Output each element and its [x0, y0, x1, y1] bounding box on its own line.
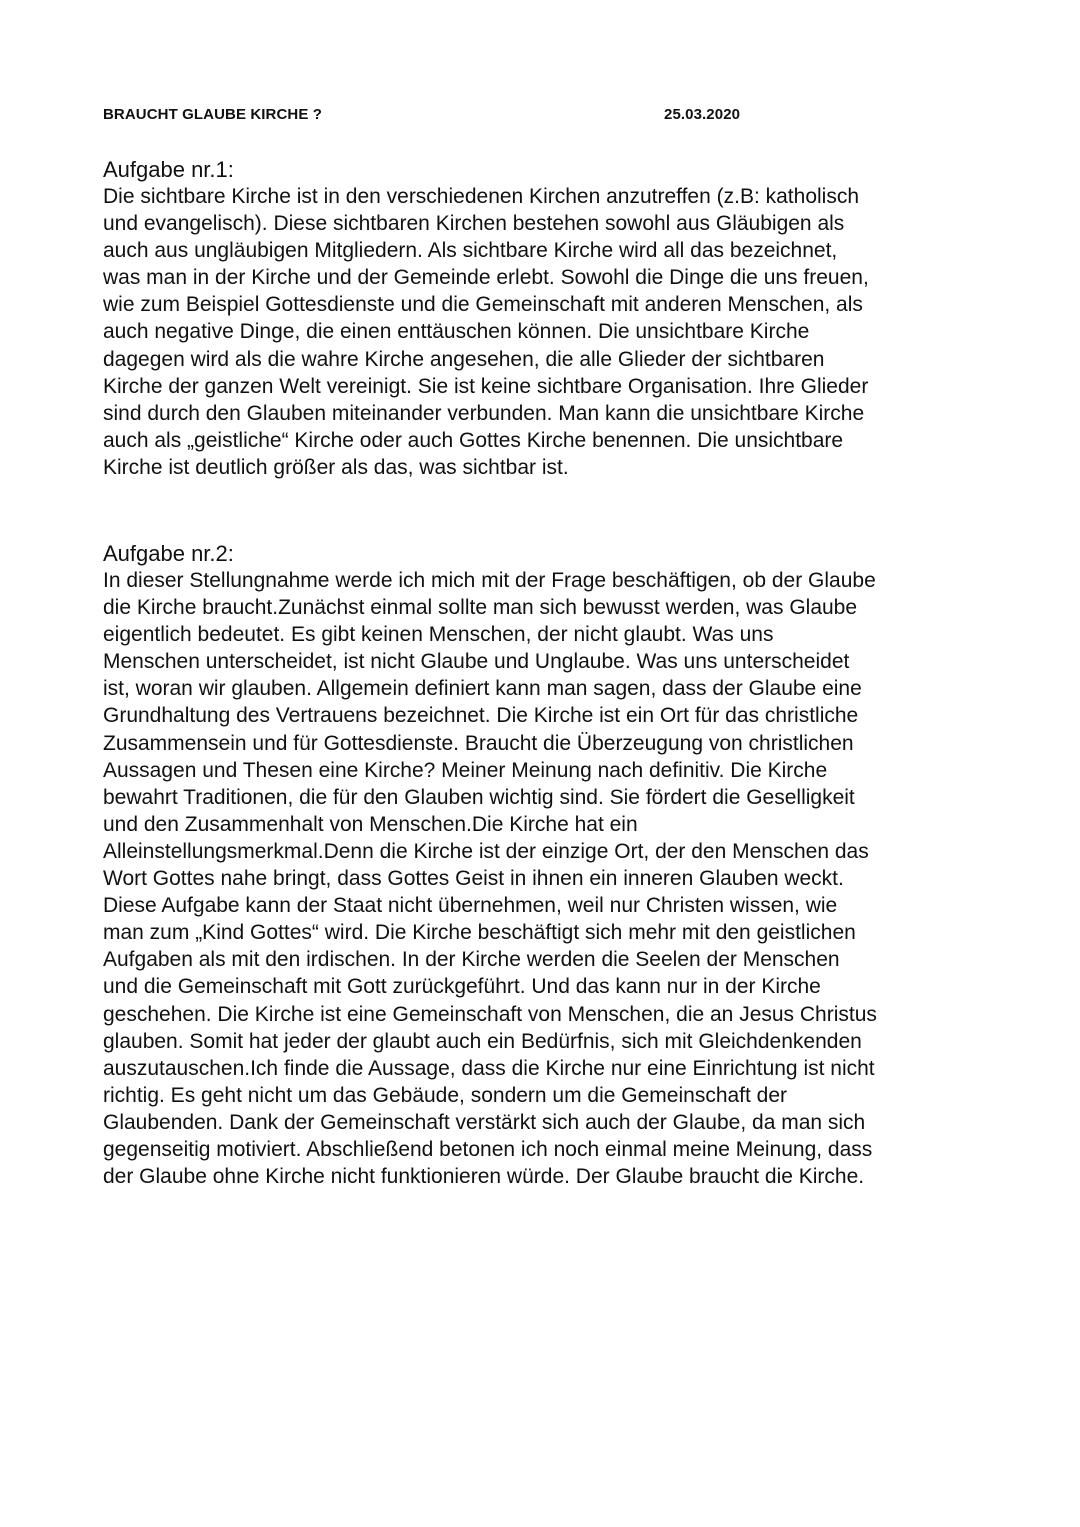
- text-line: auszutauschen.Ich finde die Aussage, dass die Kirche nur eine Einrichtung ist nicht: [103, 1056, 875, 1080]
- section-body: [103, 183, 983, 481]
- text-line: dagegen wird als die wahre Kirche angesehen, die alle Glieder der sichtbaren: [103, 347, 825, 371]
- text-line: Wort Gottes nahe bringt, dass Gottes Geist in ihnen ein inneren Glauben weckt.: [103, 867, 844, 891]
- text-line: auch aus ungläubigen Mitgliedern. Als sichtbare Kirche wird all das bezeichnet,: [103, 239, 838, 263]
- text-line: Grundhaltung des Vertrauens bezeichnet. Die Kirche ist ein Ort für das christliche: [103, 704, 859, 728]
- text-line: Zusammensein und für Gottesdienste. Braucht die Überzeugung von christlichen: [103, 731, 854, 755]
- text-line: was man in der Kirche und der Gemeinde erlebt. Sowohl die Dinge die uns freuen,: [103, 266, 869, 290]
- text-line: glauben. Somit hat jeder der glaubt auch ein Bedürfnis, sich mit Gleichdenkenden: [103, 1029, 862, 1053]
- text-line: richtig. Es geht nicht um das Gebäude, sondern um die Gemeinschaft der: [103, 1083, 788, 1107]
- text-line: In dieser Stellungnahme werde ich mich mit der Frage beschäftigen, ob der Glaube: [103, 569, 876, 592]
- text-line: und den Zusammenhalt von Menschen.Die Kirche hat ein: [103, 812, 638, 836]
- text-line: und die Gemeinschaft mit Gott zurückgeführt. Und das kann nur in der Kirche: [103, 975, 821, 999]
- text-line: Alleinstellungsmerkmal.Denn die Kirche ist der einzige Ort, der den Menschen das: [103, 839, 869, 863]
- text-line: auch negative Dinge, die einen enttäuschen können. Die unsichtbare Kirche: [103, 320, 810, 344]
- text-line: Glaubenden. Dank der Gemeinschaft verstärkt sich auch der Glaube, da man sich: [103, 1110, 866, 1134]
- text-line: Kirche der ganzen Welt vereinigt. Sie ist keine sichtbare Organisation. Ihre Glieder: [103, 374, 869, 398]
- text-line: und evangelisch). Diese sichtbaren Kirchen bestehen sowohl aus Gläubigen als: [103, 212, 845, 236]
- document-title: BRAUCHT GLAUBE KIRCHE ?: [103, 106, 322, 123]
- text-line: Menschen unterscheidet, ist nicht Glaube und Unglaube. Was uns unterscheidet: [103, 650, 850, 674]
- section-aufgabe-1: [103, 156, 983, 481]
- text-line: gegenseitig motiviert. Abschließend betonen ich noch einmal meine Meinung, dass: [103, 1137, 873, 1161]
- text-line: eigentlich bedeutet. Es gibt keinen Menschen, der nicht glaubt. Was uns: [103, 623, 774, 647]
- text-line: die Kirche braucht.Zunächst einmal sollte man sich bewusst werden, was Glaube: [103, 596, 858, 620]
- document-date: 25.03.2020: [664, 106, 741, 123]
- text-line: man zum „Kind Gottes“ wird. Die Kirche beschäftigt sich mehr mit den geistlichen: [103, 921, 856, 945]
- section-heading: Aufgabe nr.1:: [103, 157, 234, 182]
- section-body: [103, 567, 983, 1190]
- text-line: Kirche ist deutlich größer als das, was sichtbar ist.: [103, 455, 569, 479]
- text-line: Aussagen und Thesen eine Kirche? Meiner Meinung nach definitiv. Die Kirche: [103, 758, 828, 782]
- text-line: ist, woran wir glauben. Allgemein definiert kann man sagen, dass der Glaube eine: [103, 677, 862, 701]
- section-heading: Aufgabe nr.2:: [103, 541, 234, 566]
- text-line: Aufgaben als mit den irdischen. In der Kirche werden die Seelen der Menschen: [103, 948, 840, 972]
- text-line: geschehen. Die Kirche ist eine Gemeinschaft von Menschen, die an Jesus Christus: [103, 1002, 877, 1026]
- section-aufgabe-2: [103, 540, 983, 1190]
- text-line: sind durch den Glauben miteinander verbunden. Man kann die unsichtbare Kirche: [103, 401, 865, 425]
- text-line: wie zum Beispiel Gottesdienste und die Gemeinschaft mit anderen Menschen, als: [103, 293, 863, 317]
- text-line: auch als „geistliche“ Kirche oder auch Gottes Kirche benennen. Die unsichtbare: [103, 428, 844, 452]
- text-line: Diese Aufgabe kann der Staat nicht übernehmen, weil nur Christen wissen, wie: [103, 894, 838, 918]
- text-line: der Glaube ohne Kirche nicht funktionieren würde. Der Glaube braucht die Kirche.: [103, 1165, 865, 1189]
- text-line: bewahrt Traditionen, die für den Glauben wichtig sind. Sie fördert die Geselligkeit: [103, 785, 855, 809]
- text-line: Die sichtbare Kirche ist in den verschiedenen Kirchen anzutreffen (z.B: katholisch: [103, 185, 860, 208]
